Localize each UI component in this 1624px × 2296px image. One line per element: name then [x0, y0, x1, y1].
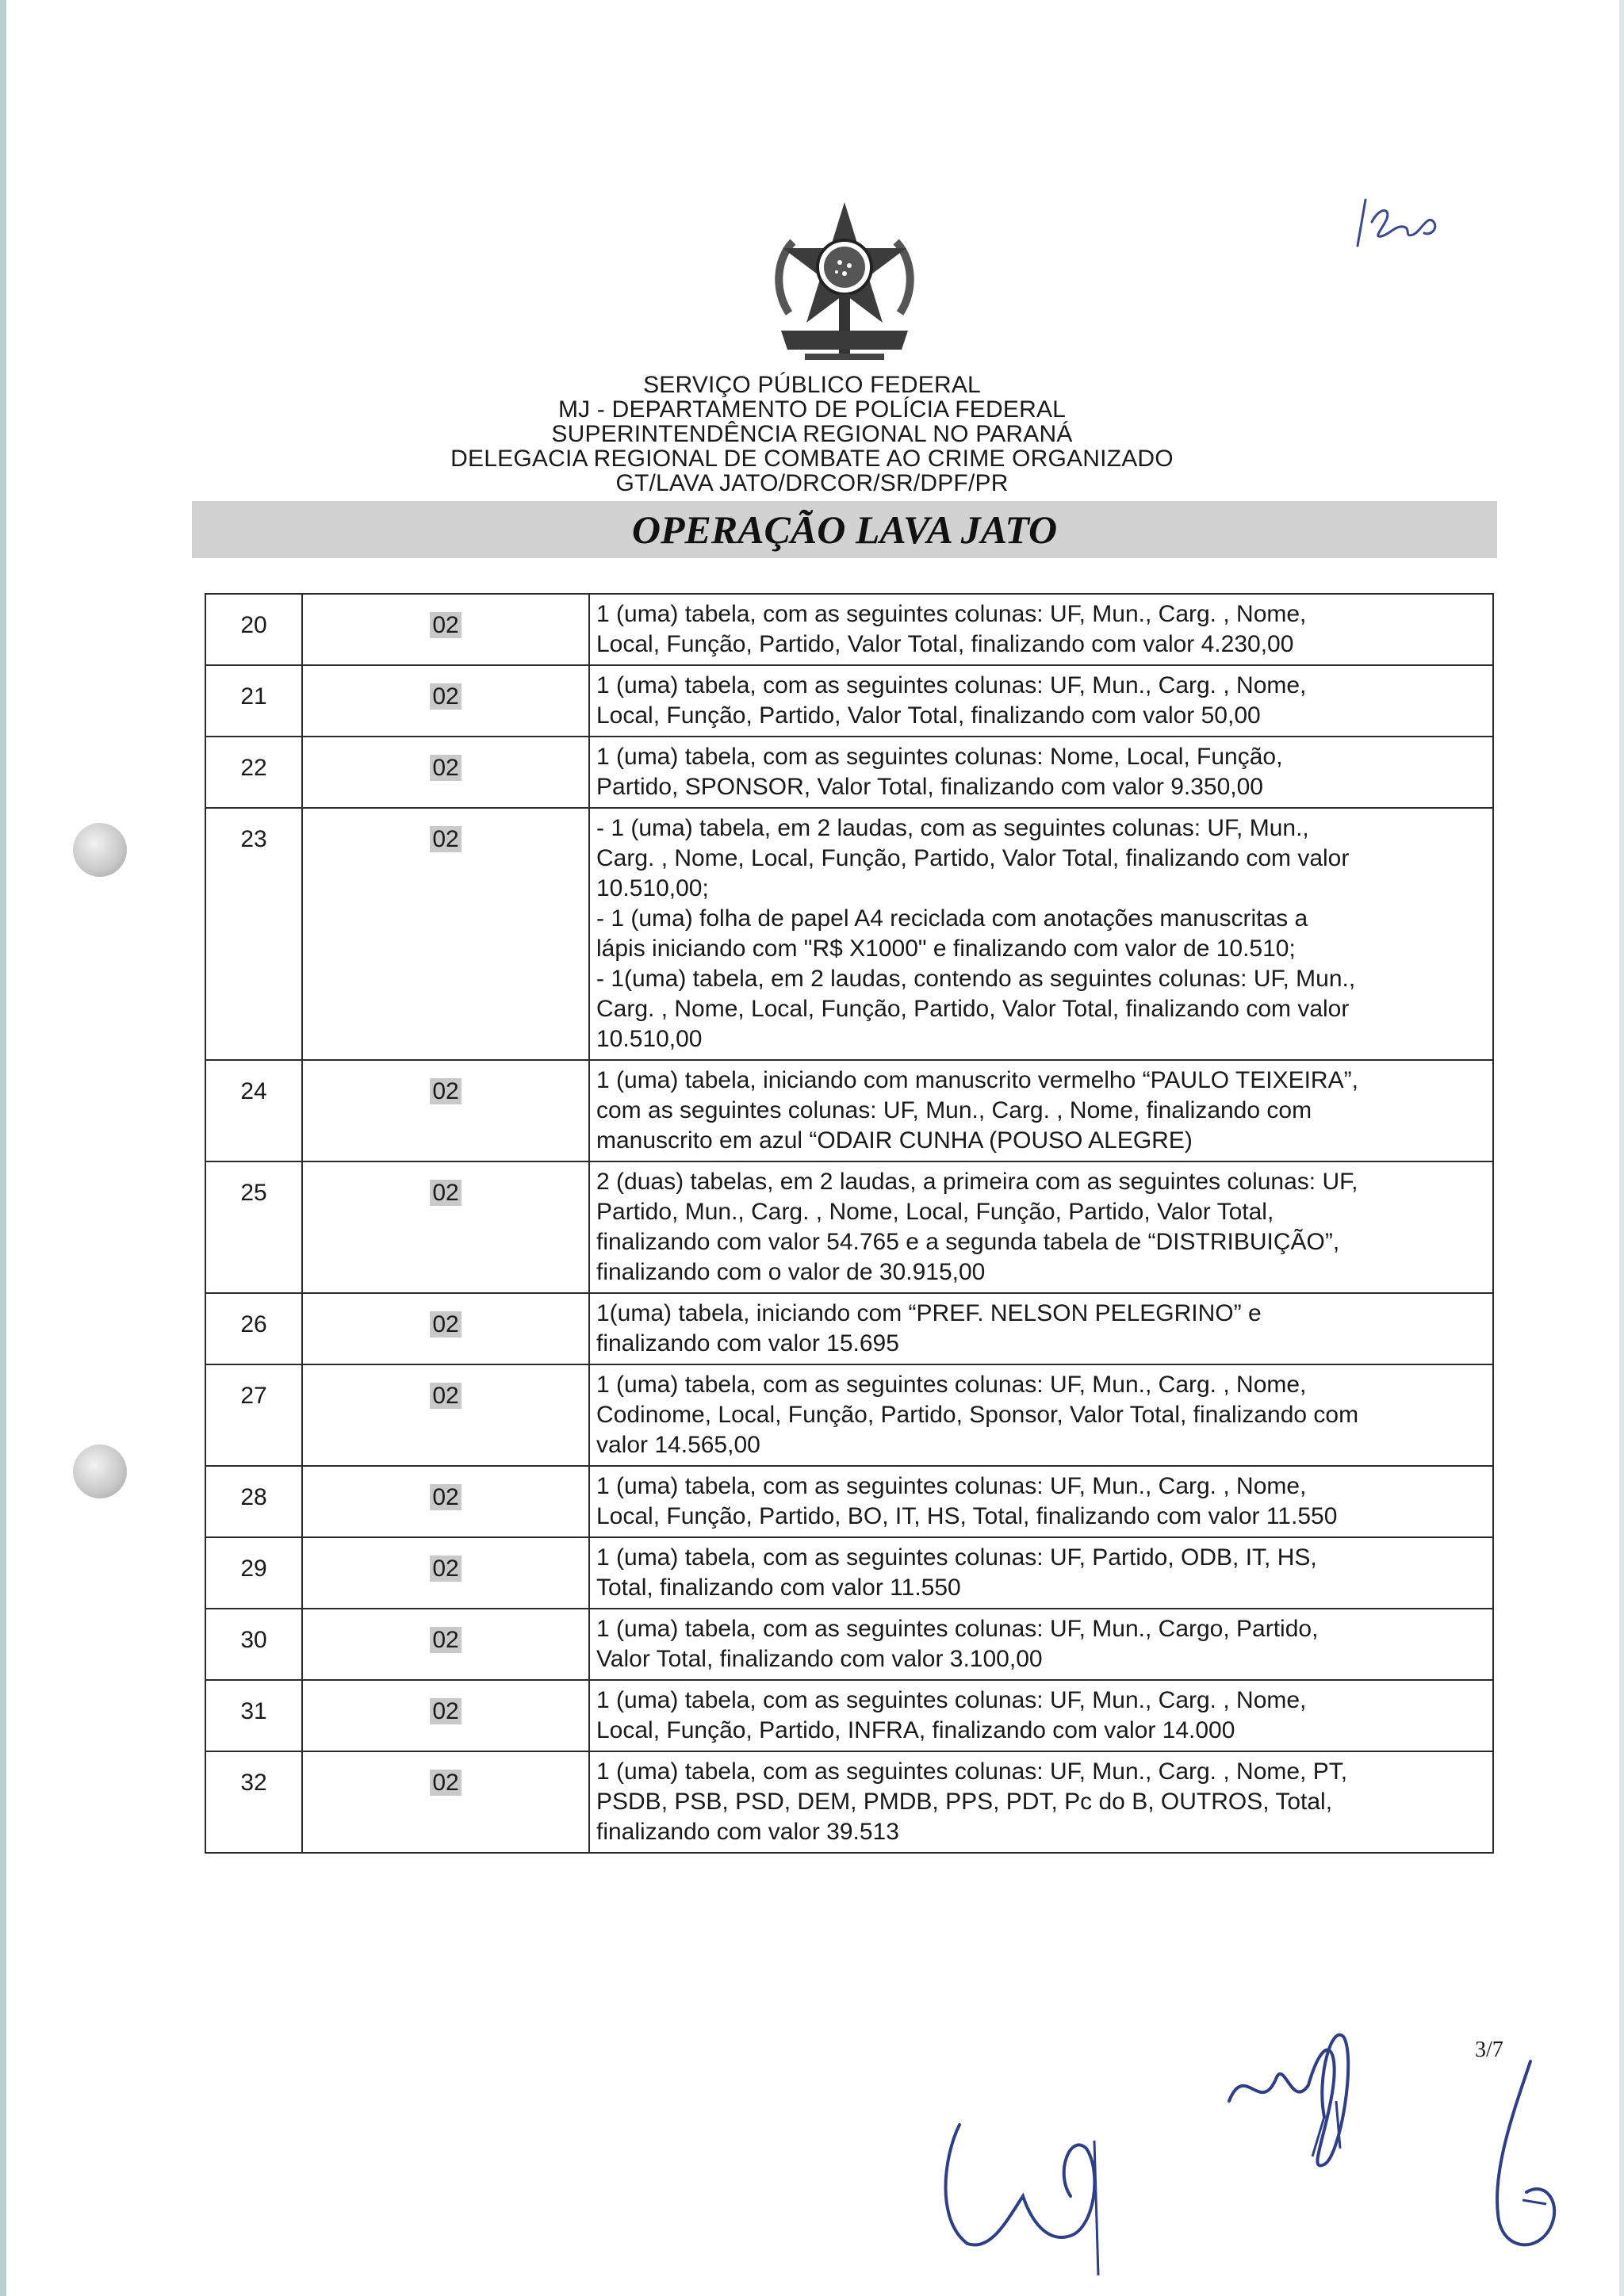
description-line: 1 (uma) tabela, com as seguintes colunas: UF, Mun., Carg. , Nome,: [596, 1473, 1307, 1499]
description-line: 1 (uma) tabela, com as seguintes colunas: UF, Mun., Carg. , Nome,: [596, 672, 1307, 698]
item-number: 23: [205, 808, 302, 1060]
description-line: com as seguintes colunas: UF, Mun., Carg. , Nome, finalizando com: [596, 1097, 1312, 1123]
description-line: Carg. , Nome, Local, Função, Partido, Valor Total, finalizando com valor: [596, 996, 1350, 1022]
item-description: [589, 1161, 1493, 1293]
item-description: [589, 737, 1493, 808]
description-line: 2 (duas) tabelas, em 2 laudas, a primeira com as seguintes colunas: UF,: [596, 1169, 1358, 1195]
item-description: [589, 1680, 1493, 1751]
volume-cell: [302, 594, 589, 665]
table-row: [205, 737, 1493, 808]
volume-number: 02: [430, 1627, 461, 1653]
item-number: 29: [205, 1537, 302, 1609]
volume-number: 02: [430, 683, 461, 710]
description-line: 10.510,00: [596, 1026, 703, 1052]
table-row: [205, 1161, 1493, 1293]
item-number: 30: [205, 1609, 302, 1680]
volume-number: 02: [430, 1484, 461, 1510]
description-line: - 1(uma) tabela, em 2 laudas, contendo as seguintes colunas: UF, Mun.,: [596, 966, 1356, 992]
volume-number: 02: [430, 826, 461, 852]
item-number: 22: [205, 737, 302, 808]
volume-cell: [302, 1161, 589, 1293]
description-line: lápis iniciando com "R$ X1000" e finalizando com valor de 10.510;: [596, 936, 1296, 962]
description-line: - 1 (uma) tabela, em 2 laudas, com as seguintes colunas: UF, Mun.,: [596, 815, 1309, 841]
operation-banner: OPERAÇÃO LAVA JATO: [192, 501, 1497, 558]
item-description: [589, 665, 1493, 737]
description-line: Local, Função, Partido, BO, IT, HS, Total, finalizando com valor 11.550: [596, 1503, 1338, 1529]
header-line-2: MJ - DEPARTAMENTO DE POLÍCIA FEDERAL: [557, 396, 1067, 423]
description-line: 1 (uma) tabela, iniciando com manuscrito vermelho “PAULO TEIXEIRA”,: [596, 1067, 1358, 1093]
description-line: 1 (uma) tabela, com as seguintes colunas: UF, Mun., Carg. , Nome, PT,: [596, 1758, 1348, 1785]
description-line: finalizando com valor 15.695: [596, 1330, 899, 1357]
description-line: Carg. , Nome, Local, Função, Partido, Valor Total, finalizando com valor: [596, 845, 1350, 871]
header-line-3: SUPERINTENDÊNCIA REGIONAL NO PARANÁ: [551, 421, 1073, 447]
description-line: 1 (uma) tabela, com as seguintes colunas: Nome, Local, Função,: [596, 744, 1283, 770]
table-row: [205, 1609, 1493, 1680]
item-number: 32: [205, 1751, 302, 1853]
header-line-1: SERVIÇO PÚBLICO FEDERAL: [643, 372, 981, 398]
description-line: finalizando com valor 54.765 e a segunda tabela de “DISTRIBUIÇÃO”,: [596, 1229, 1340, 1255]
table-row: [205, 665, 1493, 737]
scan-left-edge: [0, 0, 6, 2296]
item-number: 26: [205, 1293, 302, 1364]
item-description: [589, 808, 1493, 1060]
table-row: [205, 1060, 1493, 1161]
item-description: [589, 1060, 1493, 1161]
item-description: [589, 594, 1493, 665]
volume-number: 02: [430, 1180, 461, 1206]
volume-number: 02: [430, 1770, 461, 1796]
table-row: [205, 808, 1493, 1060]
description-line: Valor Total, finalizando com valor 3.100,00: [596, 1646, 1043, 1672]
description-line: Total, finalizando com valor 11.550: [596, 1575, 961, 1601]
volume-number: 02: [430, 1078, 461, 1104]
item-description: [589, 1466, 1493, 1537]
description-line: Local, Função, Partido, Valor Total, finalizando com valor 50,00: [596, 702, 1261, 729]
description-line: 10.510,00;: [596, 875, 709, 901]
description-line: manuscrito em azul “ODAIR CUNHA (POUSO ALEGRE): [596, 1127, 1193, 1154]
volume-cell: [302, 1751, 589, 1853]
description-line: PSDB, PSB, PSD, DEM, PMDB, PPS, PDT, Pc do B, OUTROS, Total,: [596, 1789, 1333, 1815]
item-description: [589, 1751, 1493, 1853]
table-row: [205, 594, 1493, 665]
table-row: [205, 1751, 1493, 1853]
description-line: Local, Função, Partido, Valor Total, finalizando com valor 4.230,00: [596, 631, 1294, 657]
items-table-body: [205, 594, 1493, 1853]
item-number: 31: [205, 1680, 302, 1751]
description-line: - 1 (uma) folha de papel A4 reciclada com anotações manuscritas a: [596, 905, 1308, 932]
volume-cell: [302, 1466, 589, 1537]
table-row: [205, 1364, 1493, 1466]
volume-cell: [302, 1680, 589, 1751]
volume-cell: [302, 1364, 589, 1466]
volume-number: 02: [430, 1311, 461, 1337]
item-number: 20: [205, 594, 302, 665]
item-description: [589, 1609, 1493, 1680]
document-header: [0, 373, 1624, 496]
volume-number: 02: [430, 1698, 461, 1724]
table-row: [205, 1680, 1493, 1751]
item-number: 25: [205, 1161, 302, 1293]
page-count: 3/7: [1475, 2038, 1503, 2062]
item-number: 24: [205, 1060, 302, 1161]
header-line-4: DELEGACIA REGIONAL DE COMBATE AO CRIME ORGANIZADO: [450, 446, 1174, 472]
volume-cell: [302, 737, 589, 808]
description-line: 1 (uma) tabela, com as seguintes colunas: UF, Mun., Carg. , Nome,: [596, 1372, 1307, 1398]
description-line: 1(uma) tabela, iniciando com “PREF. NELSON PELEGRINO” e: [596, 1300, 1262, 1326]
description-line: 1 (uma) tabela, com as seguintes colunas: UF, Partido, ODB, IT, HS,: [596, 1544, 1317, 1571]
volume-cell: [302, 1293, 589, 1364]
table-row: [205, 1293, 1493, 1364]
description-line: 1 (uma) tabela, com as seguintes colunas: UF, Mun., Carg. , Nome,: [596, 601, 1307, 627]
volume-number: 02: [430, 755, 461, 781]
item-description: [589, 1293, 1493, 1364]
description-line: Partido, SPONSOR, Valor Total, finalizando com valor 9.350,00: [596, 774, 1263, 800]
item-description: [589, 1364, 1493, 1466]
description-line: 1 (uma) tabela, com as seguintes colunas: UF, Mun., Cargo, Partido,: [596, 1616, 1319, 1642]
description-line: Local, Função, Partido, INFRA, finalizando com valor 14.000: [596, 1717, 1235, 1743]
item-number: 27: [205, 1364, 302, 1466]
table-row: [205, 1537, 1493, 1609]
scan-right-edge: [1619, 0, 1624, 2296]
description-line: Partido, Mun., Carg. , Nome, Local, Função, Partido, Valor Total,: [596, 1199, 1274, 1225]
item-description: [589, 1537, 1493, 1609]
items-table: [205, 593, 1494, 1854]
punch-hole-top: [73, 823, 127, 877]
punch-hole-bottom: [73, 1445, 127, 1498]
volume-number: 02: [430, 1556, 461, 1582]
description-line: 1 (uma) tabela, com as seguintes colunas: UF, Mun., Carg. , Nome,: [596, 1687, 1307, 1713]
table-row: [205, 1466, 1493, 1537]
description-line: finalizando com valor 39.513: [596, 1819, 899, 1845]
volume-cell: [302, 665, 589, 737]
volume-cell: [302, 808, 589, 1060]
description-line: finalizando com o valor de 30.915,00: [596, 1259, 986, 1285]
brazil-coat-of-arms: [757, 194, 932, 373]
header-line-5: GT/LAVA JATO/DRCOR/SR/DPF/PR: [615, 470, 1009, 496]
item-number: 21: [205, 665, 302, 737]
volume-cell: [302, 1537, 589, 1609]
volume-cell: [302, 1609, 589, 1680]
description-line: Codinome, Local, Função, Partido, Sponsor, Valor Total, finalizando com: [596, 1402, 1359, 1428]
volume-cell: [302, 1060, 589, 1161]
description-line: valor 14.565,00: [596, 1432, 760, 1458]
volume-number: 02: [430, 1383, 461, 1409]
volume-number: 02: [430, 612, 461, 638]
item-number: 28: [205, 1466, 302, 1537]
handwritten-page-number: [1348, 190, 1459, 254]
